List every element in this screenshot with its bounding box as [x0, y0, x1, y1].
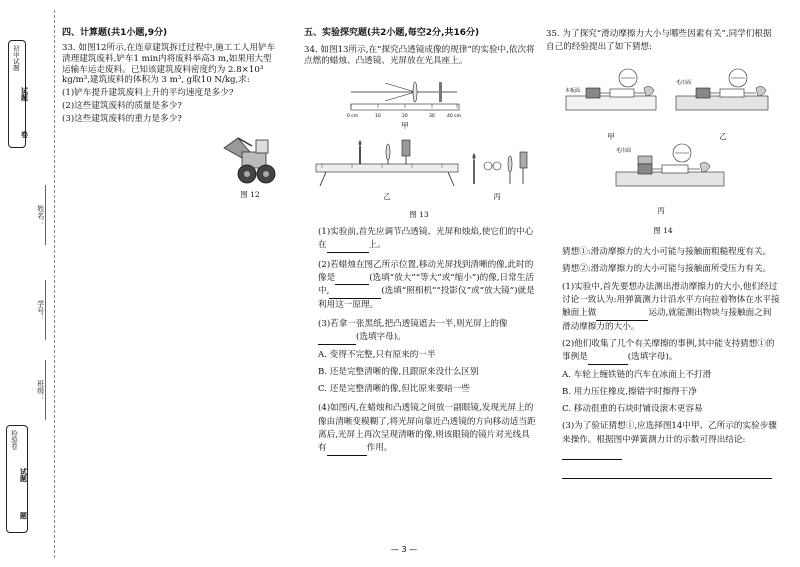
side-badge-top-tail: 卷: [20, 131, 29, 138]
q34-part-3: (3)若拿一张黑纸,把凸透镜遮去一半,则光屏上的像(选填字母)。: [318, 318, 536, 345]
binding-dashed-line: [54, 10, 55, 558]
side-line-name: [45, 185, 46, 245]
question-33-part-2: (2)这些建筑废料的质量是多少?: [62, 100, 182, 111]
q35-blank-3[interactable]: [562, 451, 622, 460]
question-34: 34. 如图13所示,在“探究凸透镜成像的规律”的实验中,依次将点燃的蜡烛、凸透镜、光屏放在光具座上。: [304, 45, 535, 66]
figure-12-caption: 图 12: [240, 190, 260, 199]
figure-14-yi: [672, 68, 776, 132]
side-field-class: 班级：: [36, 380, 45, 401]
guess-1: 猜想①:滑动摩擦力的大小可能与接触面粗糙程度有关。: [562, 247, 772, 257]
figure-13-yi-label: 乙: [383, 192, 391, 201]
label-towel-surface-1: 毛巾面: [676, 80, 692, 86]
label-towel-surface-2: 毛巾面: [616, 148, 632, 154]
ruler-tick-4: 40 cm: [447, 114, 462, 118]
figure-13-yi-bench: [312, 136, 464, 188]
q34-blank-5[interactable]: [327, 447, 367, 456]
q35-blank-2[interactable]: [588, 356, 628, 365]
q35-option-c: C. 移动很重的石块时铺设滚木更容易: [562, 404, 703, 415]
section-calculation-title: 四、计算题(共1小题,9分): [62, 28, 168, 38]
figure-13-bing-label: 丙: [493, 192, 501, 201]
ruler-tick-2: 20: [402, 114, 408, 118]
ruler-tick-1: 10: [375, 114, 381, 118]
column-1: [62, 28, 280, 124]
side-badge-bottom-title: 试题: [19, 468, 28, 482]
column-3-questions: [562, 246, 780, 479]
question-33-part-1: (1)铲车提升建筑废料上升的平均速度是多少?: [62, 88, 234, 99]
side-badge-bottom-tail: 题: [19, 512, 28, 519]
guess-2: 猜想②:滑动摩擦力的大小可能与接触面所受压力有关。: [562, 264, 772, 275]
q34-option-c: C. 还是完整清晰的像,但比原来要暗一些: [318, 384, 470, 395]
q34-blank-1[interactable]: [327, 244, 369, 253]
page-number: — 3 —: [390, 545, 418, 554]
q34-blank-2[interactable]: [335, 276, 369, 285]
figure-14-jia: [562, 68, 662, 132]
q35-option-a: A. 车轮上缠铁链的汽车在冰面上不打滑: [562, 369, 712, 380]
question-33-part-3: (3)这些建筑废料的重力是多少?: [62, 113, 182, 124]
figure-14-yi-label: 乙: [719, 132, 727, 141]
q35-blank-3-continued[interactable]: [562, 470, 772, 479]
side-badge-top-vertical: 初中试题: [11, 45, 20, 71]
figure-13-bing: [466, 140, 532, 190]
q35-part-2: (2)他们收集了几个有关摩擦的事例,其中能支持猜想①的事例是 (选填字母)。: [562, 338, 780, 365]
side-badge-bottom-vertical: 检验卷: [9, 430, 18, 450]
q35-option-b: B. 用力压住橡皮,擦错字时擦得干净: [562, 386, 697, 397]
side-badge-top-title: 试题: [20, 87, 29, 101]
label-wood-surface: 木板面: [565, 88, 581, 94]
question-35: 35. 为了探究“滑动摩擦力大小与哪些因素有关”,同学们根据自己的经验提出了如下猜想:: [546, 29, 772, 53]
figure-14-caption: 图 14: [653, 226, 673, 235]
question-33: 33. 如图12所示,在连章建筑拆迁过程中,施工工人用铲车清理建筑废料,铲车1 min内将废料举高3 m,如果用大型运输车运走废料。已知该建筑废料密度约为 2.8×10³ kg/m³,建筑废料的体积为 3 m³, g取10 N/kg,求:: [62, 43, 276, 86]
binding-strip: [0, 0, 58, 567]
figure-14-jia-label: 甲: [607, 132, 615, 141]
figure-13-jia-ruler: [345, 78, 465, 118]
side-badge-bottom: [6, 425, 28, 533]
figure-12-loader: [218, 130, 280, 188]
side-field-name: 姓名：: [36, 205, 45, 226]
figure-13-caption: 图 13: [409, 210, 429, 219]
ruler-tick-3: 30: [429, 114, 435, 118]
section-experiment-title: 五、实验探究题(共2小题,每空2分,共16分): [304, 28, 480, 38]
q35-blank-1[interactable]: [596, 312, 648, 321]
side-line-class: [45, 360, 46, 420]
column-2: [304, 28, 536, 67]
q34-blank-3[interactable]: [329, 290, 381, 299]
ruler-tick-0: 0 cm: [347, 114, 359, 118]
q34-option-b: B. 还是完整清晰的像,且跟原来没什么区别: [318, 366, 479, 377]
figure-14-bing-label: 丙: [657, 206, 665, 215]
q35-part-3: (3)为了验证猜想①,应选择图14中甲、乙所示的实验步骤来操作。根据图中弹簧测力计的示数可得出结论:: [562, 420, 780, 460]
side-badge-top: [8, 40, 29, 148]
side-field-number: 学号：: [36, 300, 45, 321]
q34-blank-4[interactable]: [318, 336, 356, 345]
q34-option-a: A. 变得不完整,只有原来的一半: [318, 349, 436, 360]
column-2-questions: [318, 226, 536, 456]
figure-14-bing: [612, 142, 732, 204]
q34-part-4: (4)如图丙,在蜡烛和凸透镜之间放一副眼镜,发现光屏上的像由清晰变模糊了,将光屏向靠近凸透镜的方向移动适当距离后,光屏上再次呈现清晰的像,则该眼镜的镜片对光线具有 作用。: [318, 402, 536, 455]
side-line-number: [45, 280, 46, 340]
q34-part-2: (2)若蜡烛在图乙所示位置,移动光屏找到清晰的像,此时的像是 (选填“放大”“等大”或“缩小”)的像,日常生活中, (选填“照相机”“投影仪”或“放大镜”)就是利用这一原理。: [318, 259, 535, 310]
q35-part-1: (1)实验中,首先要想办法测出滑动摩擦力的大小,他们经过讨论一致认为:用弹簧测力计沿水平方向拉着物体在水平接触面上做 运动,就能测出物块与接触面之间滑动摩擦力的大小。: [562, 281, 780, 332]
figure-13-jia-label: 甲: [401, 121, 409, 130]
q34-part-1: (1)实验前,首先应调节凸透镜、光屏和烛焰,使它们的中心在 上。: [318, 226, 536, 253]
